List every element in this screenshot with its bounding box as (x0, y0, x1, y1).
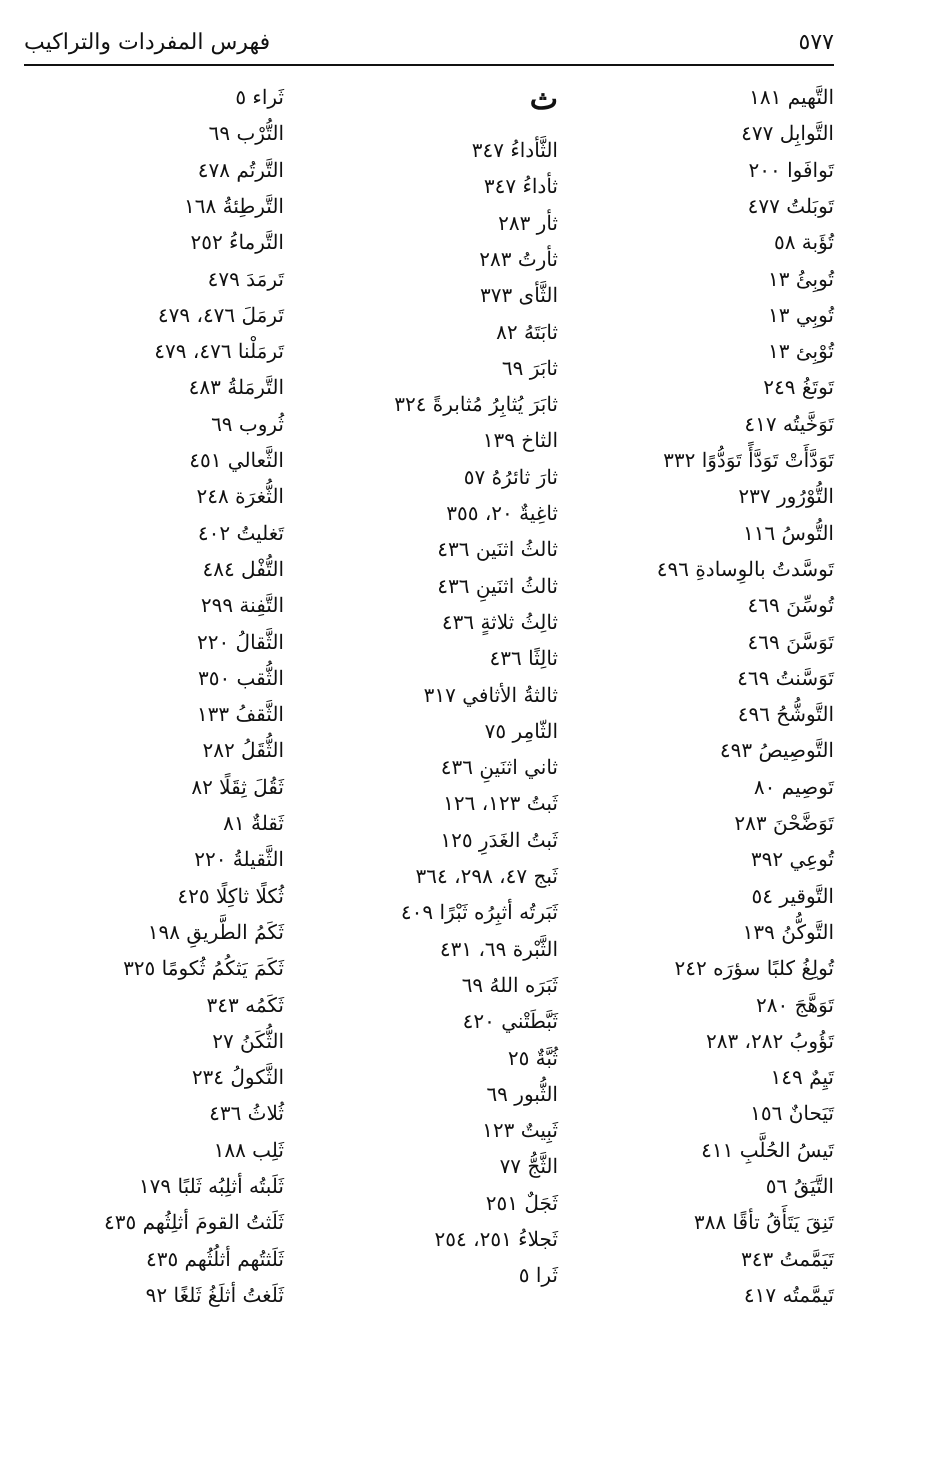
index-entry: ثالثُ اثنَين ٤٣٦ (437, 537, 558, 562)
index-entry: تَيَحانٌ ١٥٦ (750, 1101, 834, 1126)
index-entry: تُؤَبة ٥٨ (773, 230, 834, 255)
index-entry: ثالثةُ الأثافي ٣١٧ (423, 682, 558, 707)
index-entry: التَّهيم ١٨١ (749, 85, 834, 109)
index-entry: تَؤُوبُ ٢٨٢، ٢٨٣ (705, 1028, 834, 1053)
index-entry: الثَّقالُ ٢٢٠ (196, 629, 284, 654)
page-number: ٥٧٧ (798, 30, 834, 55)
index-entry: ثَكَمُ الطَّريقِ ١٩٨ (147, 919, 284, 944)
index-entry: الثَّعالي ٤٥١ (189, 448, 284, 472)
index-entry: ثَكَمُه ٣٤٣ (206, 992, 284, 1017)
index-entry: الثَّكولُ ٢٣٤ (191, 1065, 284, 1090)
running-title: فهرس المفردات والتراكيب (24, 30, 271, 55)
index-entry: ثَبَرَه اللهُ ٦٩ (461, 972, 558, 997)
index-entry: التُّوسُ ١١٦ (742, 520, 834, 545)
index-entry: ثُلاثُ ٤٣٦ (209, 1101, 284, 1126)
index-entry: الثُّكَنُ ٢٧ (212, 1028, 284, 1053)
index-entry: ثارَ ثائرُهُ ٥٧ (463, 464, 558, 489)
index-entry: تَوَسَّنَ ٤٦٩ (747, 629, 834, 654)
index-entry: التُّوْرُور ٢٣٧ (738, 484, 834, 509)
index-entry: ثَراء ٥ (235, 85, 284, 109)
index-entry: تَنِقَ يَتَأَقُ تأقًا ٣٨٨ (693, 1210, 834, 1235)
index-entry: تَوَدَّأَتْ تَوَدَّأً تَوَدُّوًا ٣٣٢ (663, 448, 834, 472)
index-entry: تَرمَلَ ٤٧٦، ٤٧٩ (157, 302, 284, 327)
index-entry: تَغليتُ ٤٠٢ (197, 520, 284, 545)
index-entry: الثّامِر ٧٥ (484, 718, 558, 743)
index-entry: تَوصِيم ٨٠ (753, 774, 834, 799)
index-entry: ثالِثُ ثلاثةٍ ٤٣٦ (441, 609, 558, 634)
index-entry: ثَبتُ ١٢٣، ١٢٦ (443, 791, 558, 816)
section-letter-heading: ث (529, 82, 558, 117)
index-entry: ثَلِب ١٨٨ (213, 1137, 284, 1162)
index-entry: التَّرتُم ٤٧٨ (197, 157, 284, 182)
index-entry: التَّرطِئةُ ١٦٨ (184, 193, 284, 218)
index-entry: ثاغِيةٌ ٢٠، ٣٥٥ (446, 501, 558, 525)
index-entry: التَّوشُّحُ ٤٩٦ (737, 702, 834, 727)
page-header (24, 26, 834, 66)
index-entry: ثَقُلَ ثِقَلًا ٨٢ (191, 774, 284, 799)
index-entry: تُوعِي ٣٩٢ (750, 847, 834, 872)
index-entry: الثَّأداءُ ٣٤٧ (471, 138, 558, 162)
index-entry: ثَبتُ الغَدَرِ ١٢٥ (440, 827, 558, 852)
index-entry: تَيِمٌ ١٤٩ (770, 1065, 834, 1090)
index-entry: الثَّأى ٣٧٣ (479, 283, 558, 308)
index-entry: تَوَسَّنتُ ٤٦٩ (737, 665, 834, 690)
index-entry: الثُّغرَة ٢٤٨ (196, 484, 284, 509)
index-entry: الثَّقيلةُ ٢٢٠ (194, 847, 284, 872)
index-entry: الثُّقب ٣٥٠ (197, 665, 284, 690)
index-entry: ثُروب ٦٩ (211, 411, 284, 436)
index-entry: تُوبِئُ ١٣ (768, 266, 834, 291)
index-entry: تُوْبِئ ١٣ (768, 339, 834, 364)
index-entry: تَيسُ الحُلَّبِ ٤١١ (701, 1137, 834, 1162)
index-entry: تَيمَّمتُه ٤١٧ (743, 1282, 834, 1307)
index-entry: ثَلَغتُ أثلَغُ ثَلغًا ٩٢ (145, 1282, 284, 1307)
index-entry: الثَّجُّ ٧٧ (499, 1154, 558, 1179)
index-entry: التَّرمَلةُ ٤٨٣ (188, 375, 284, 400)
index-entry: ثَرا ٥ (518, 1263, 558, 1288)
index-entry: ثاني اثنَينِ ٤٣٦ (440, 755, 558, 780)
index-entry: التَّوقير ٥٤ (751, 883, 834, 908)
index-entry: ثَلَثتُهم أثلُثُهم ٤٣٥ (145, 1246, 284, 1271)
index-entry: تَرمَلْنا ٤٧٦، ٤٧٩ (154, 339, 284, 364)
index-entry: ثُبَّةٌ ٢٥ (507, 1045, 558, 1070)
index-entry: تُولِغُ كلبًا سؤرَه ٢٤٢ (674, 956, 834, 981)
index-entry: التَّوابِل ٤٧٧ (741, 121, 834, 146)
index-entry: ثأداءُ ٣٤٧ (483, 174, 558, 199)
index-entry: تَيَمَّمتُ ٣٤٣ (741, 1246, 834, 1271)
index-entry: ثابَرَ يُثابِرُ مُثابرةً ٣٢٤ (394, 392, 558, 417)
index-entry: تَوتَغُ ٢٤٩ (763, 375, 834, 400)
index-entry: الثاخ ١٣٩ (482, 428, 558, 453)
index-entry: تَوسَّدتُ بالوِسادةِ ٤٩٦ (656, 556, 834, 581)
index-entry: تَوافَوا ٢٠٠ (748, 157, 834, 182)
index-entry: ثابَرَ ٦٩ (501, 355, 558, 380)
index-entry: ثَكَمَ يَثكُمُ ثُكومًا ٣٢٥ (123, 956, 284, 981)
index-entry: ثالِثًا ٤٣٦ (489, 646, 558, 671)
index-entry: تَرمَدَ ٤٧٩ (207, 266, 284, 291)
index-entry: ثَلَثتُ القومَ أثلِثُهم ٤٣٥ (104, 1210, 284, 1235)
index-entry: تَوبَلتُ ٤٧٧ (747, 193, 834, 218)
index-entry: تُوبِي ١٣ (768, 302, 834, 327)
index-entry: الثَّقفُ ١٣٣ (196, 702, 284, 727)
index-entry: التُّرْب ٦٩ (208, 121, 284, 146)
index-entry: التَّوصِيصُ ٤٩٣ (719, 738, 834, 763)
index-entry: ثَجَلٌ ٢٥١ (485, 1190, 558, 1215)
index-entry: ثَقلةٌ ٨١ (223, 811, 284, 835)
index-entry: ثابَتَهُ ٨٢ (496, 319, 558, 344)
index-entry: الثُّقَلُ ٢٨٢ (202, 738, 284, 763)
index-entry: ثالثُ اثنَينِ ٤٣٦ (437, 573, 558, 598)
index-entry: الثُّبور ٦٩ (486, 1081, 558, 1106)
index-entry: ثُكلًا ثاكِلًا ٤٢٥ (177, 883, 284, 908)
index-entry: ثَبَرتُه أثبِرُه ثَبْرًا ٤٠٩ (400, 900, 558, 925)
index-entry: الثَّبْرة ٦٩، ٤٣١ (439, 936, 558, 961)
index-entry: ثَبَّطَتْني ٤٢٠ (462, 1009, 558, 1034)
index-entry: ثَبج ٤٧، ٢٩٨، ٣٦٤ (415, 864, 558, 888)
index-entry: ثأر ٢٨٣ (498, 210, 558, 235)
index-entry: تُوسِّنَ ٤٦٩ (747, 593, 834, 618)
index-entry: ثَبِيتٌ ١٢٣ (482, 1118, 558, 1143)
index-entry: ثَجلاءُ ٢٥١، ٢٥٤ (434, 1227, 558, 1251)
index-entry: التَّرماءُ ٢٥٢ (190, 230, 284, 255)
index-entry: ثَلَبتُه أثلِبُه ثَلبًا ١٧٩ (138, 1174, 284, 1198)
index-entry: تَوَضَّحْنَ ٢٨٣ (734, 811, 834, 835)
index-entry: التُّفْل ٤٨٤ (202, 556, 284, 581)
index-entry: التَّفِنة ٢٩٩ (200, 593, 284, 618)
index-entry: تَوَخَّيتُه ٤١٧ (744, 411, 834, 436)
index-entry: التَّوكُّنُ ١٣٩ (742, 919, 834, 944)
index-entry: التَّيَقُ ٥٦ (765, 1174, 834, 1198)
index-entry: ثأرتُ ٢٨٣ (479, 246, 558, 271)
index-entry: تَوَهَّجَ ٢٨٠ (756, 992, 834, 1017)
